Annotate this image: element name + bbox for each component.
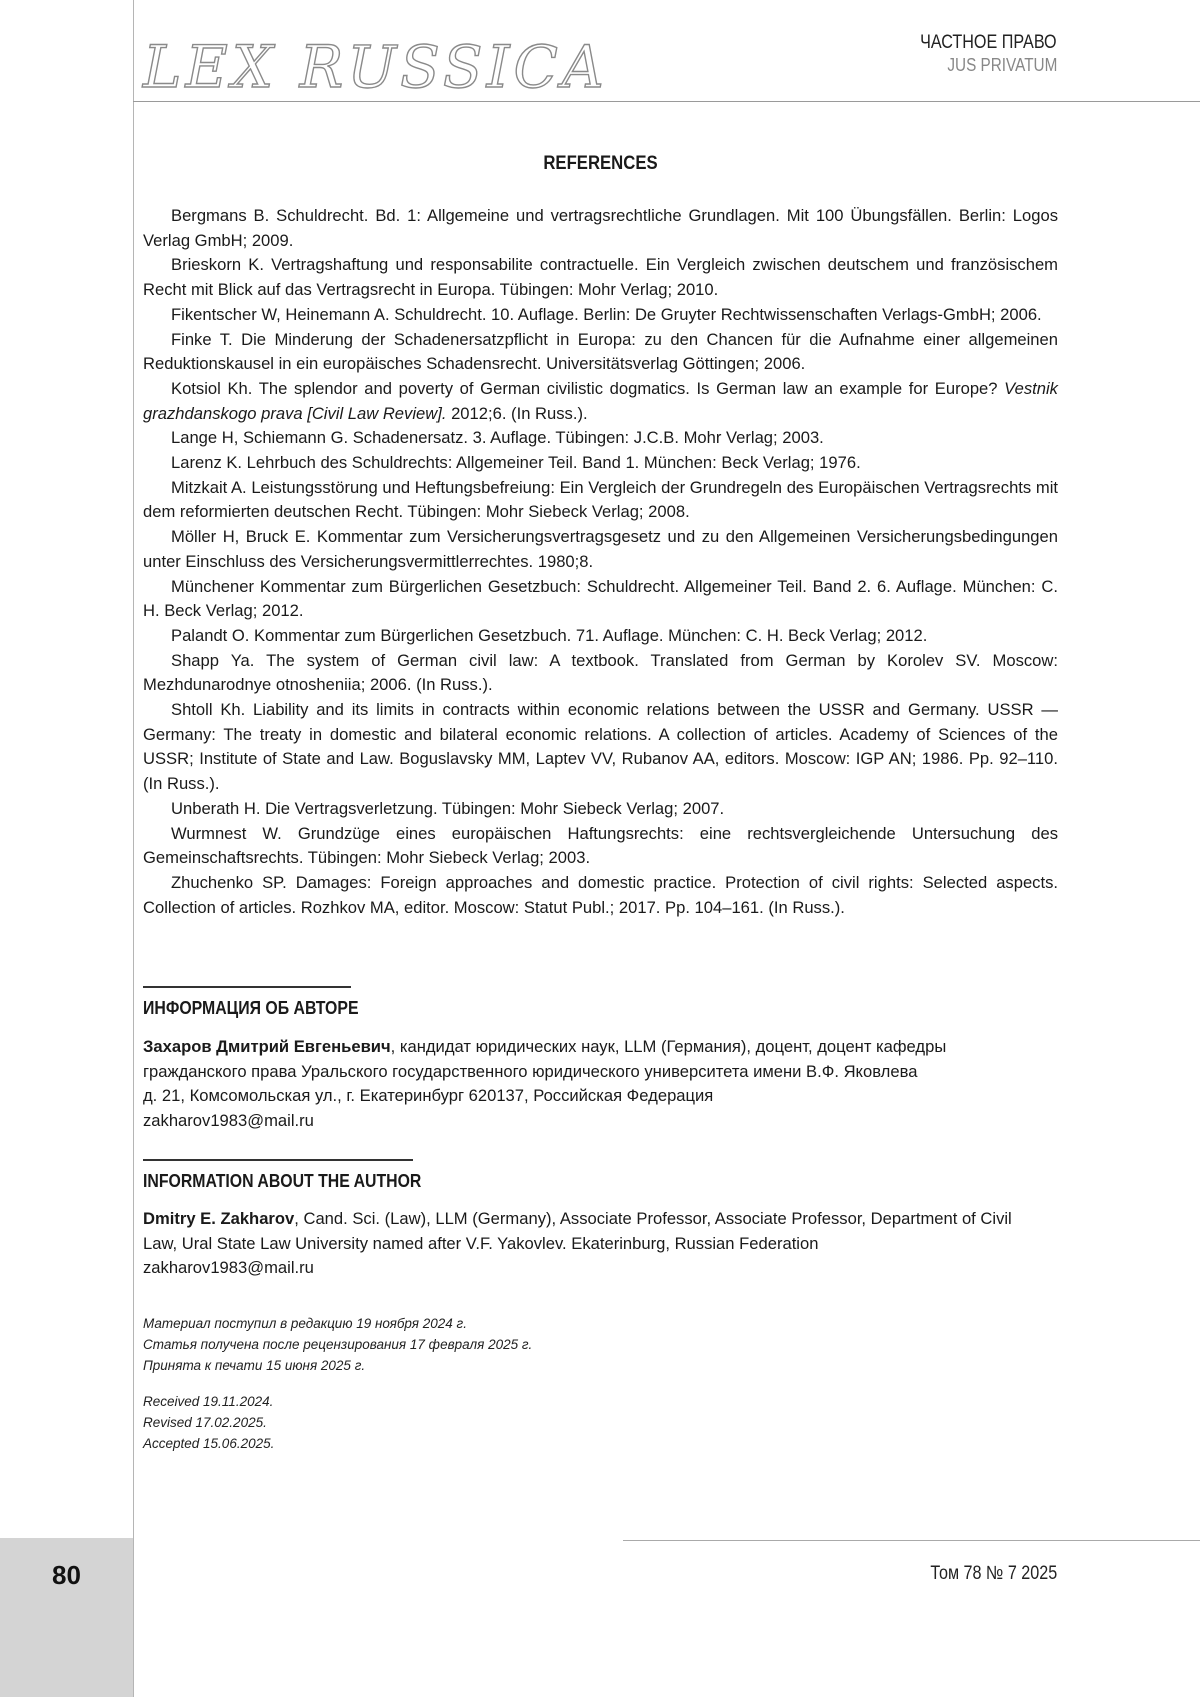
- reference-text: Kotsiol Kh. The splendor and poverty of German civilistic dogmatics. Is German law an example for Europe?: [171, 378, 998, 398]
- reference-item: Brieskorn K. Vertragshaftung und responsabilite contractuelle. Ein Vergleich zwischen deutschem und französischem Recht mit Blick auf das Vertragsrecht in Europa. Tübingen: Mohr Verlag; 2010.: [143, 255, 1058, 300]
- date-accepted-en: Accepted 15.06.2025.: [143, 1436, 275, 1451]
- dates-ru: [143, 1313, 532, 1376]
- references-list: [143, 204, 1058, 920]
- author-en-bio: [143, 1207, 1043, 1256]
- reference-item: Palandt O. Kommentar zum Bürgerlichen Gesetzbuch. 71. Auflage. München: C. H. Beck Verlag; 2012.: [171, 625, 928, 645]
- author-ru-name: Захаров Дмитрий Евгеньевич: [143, 1037, 391, 1056]
- date-revised-ru: Статья получена после рецензирования 17 февраля 2025 г.: [143, 1337, 533, 1352]
- reference-item: Shtoll Kh. Liability and its limits in contracts within economic relations between the USSR and Germany. USSR — Germany: The treaty in domestic and bilateral economic relations. A collection of articles. Academy of Sciences of the USSR; Institute of State and Law. Boguslavsky MM, Laptev VV, Rubanov AA, editors. Moscow: IGP AN; 1986. Pp. 92–110. (In Russ.).: [143, 700, 1058, 794]
- date-received-en: Received 19.11.2024.: [143, 1394, 274, 1409]
- references-title: REFERENCES: [543, 153, 658, 174]
- reference-item: Larenz K. Lehrbuch des Schuldrechts: Allgemeiner Teil. Band 1. München: Beck Verlag; 1976.: [171, 453, 861, 473]
- author-ru-heading: ИНФОРМАЦИЯ ОБ АВТОРЕ: [143, 998, 359, 1018]
- author-ru-details: , кандидат юридических наук, LLM (Германия), доцент, доцент кафедры гражданского права Уральского государственного юридического университета имени В.Ф. Яковлева: [143, 1037, 947, 1081]
- reference-item: Wurmnest W. Grundzüge eines europäischen Haftungsrechts: eine rechtsvergleichende Untersuchung des Gemeinschaftsrechts. Tübingen: Mohr Siebeck Verlag; 2003.: [143, 823, 1058, 868]
- date-revised-en: Revised 17.02.2025.: [143, 1415, 267, 1430]
- author-en-divider: [143, 1159, 413, 1161]
- volume-issue: Том 78 № 7 2025: [930, 1563, 1057, 1584]
- author-en-heading: INFORMATION ABOUT THE AUTHOR: [143, 1171, 422, 1191]
- reference-item: Fikentscher W, Heinemann A. Schuldrecht. 10. Auflage. Berlin: De Gruyter Rechtwissenschaften Verlags-GmbH; 2006.: [171, 304, 1042, 324]
- author-ru-email[interactable]: zakharov1983@mail.ru: [143, 1110, 314, 1130]
- author-en-info: [143, 1207, 1043, 1281]
- page-number: 80: [52, 1560, 81, 1590]
- author-ru-divider: [143, 986, 351, 988]
- left-margin-rule: [133, 0, 134, 1697]
- reference-item: Möller H, Bruck E. Kommentar zum Versicherungsvertragsgesetz und zu den Allgemeinen Versicherungsbedingungen unter Einschluss des Versicherungsvermittlerrechtes. 1980;8.: [143, 527, 1058, 571]
- date-received-ru: Материал поступил в редакцию 19 ноября 2024 г.: [143, 1316, 467, 1331]
- left-margin-band: [0, 0, 133, 1697]
- reference-text: 2012;6. (In Russ.).: [451, 403, 588, 423]
- author-ru-address: д. 21, Комсомольская ул., г. Екатеринбург 620137, Российская Федерация: [143, 1086, 714, 1105]
- section-title-ru: ЧАСТНОЕ ПРАВО: [920, 32, 1057, 53]
- reference-item: Mitzkait A. Leistungsstörung und Heftungsbefreiung: Ein Vergleich der Grundregeln des Europäischen Vertragsrechts mit dem reformierten deutschen Recht. Tübingen: Mohr Siebeck Verlag; 2008.: [143, 477, 1058, 522]
- author-ru-bio: [143, 1035, 1043, 1084]
- reference-item: Unberath H. Die Vertragsverletzung. Tübingen: Mohr Siebeck Verlag; 2007.: [171, 798, 725, 818]
- reference-item: Finke T. Die Minderung der Schadenersatzpflicht in Europa: zu den Chancen für die Aufnahme einer allgemeinen Reduktionskausel in ein europäisches Schadensrecht. Universitätsverlag Göttingen; 2006.: [143, 329, 1058, 374]
- author-en-details: , Cand. Sci. (Law), LLM (Germany), Associate Professor, Associate Professor, Department of Civil Law, Ural State Law University named after V.F. Yakovlev. Ekaterinburg, Russian Federation: [143, 1209, 1012, 1253]
- author-ru-info: [143, 1035, 1043, 1133]
- reference-item-kotsiol: [143, 377, 1058, 426]
- reference-item: Münchener Kommentar zum Bürgerlichen Gesetzbuch: Schuldrecht. Allgemeiner Teil. Band 2. 6. Auflage. München: C. H. Beck Verlag; 2012.: [143, 576, 1058, 621]
- date-accepted-ru: Принята к печати 15 июня 2025 г.: [143, 1358, 366, 1373]
- reference-item: Zhuchenko SP. Damages: Foreign approaches and domestic practice. Protection of civil rights: Selected aspects. Collection of articles. Rozhkov MA, editor. Moscow: Statut Publ.; 2017. Pp. 104–161. (In Russ.).: [143, 872, 1058, 917]
- reference-item: Shapp Ya. The system of German civil law: A textbook. Translated from German by Korolev SV. Moscow: Mezhdunarodnye otnosheniia; 2006. (In Russ.).: [143, 650, 1058, 695]
- journal-title: Vestnik grazhdanskogo prava [Civil Law Review].: [143, 378, 1058, 423]
- header-divider: [133, 101, 1200, 102]
- reference-item: Lange H, Schiemann G. Schadenersatz. 3. Auflage. Tübingen: J.C.B. Mohr Verlag; 2003.: [171, 428, 824, 448]
- author-en-name: Dmitry E. Zakharov: [143, 1209, 295, 1228]
- author-en-email[interactable]: zakharov1983@mail.ru: [143, 1258, 314, 1277]
- footer-divider: [623, 1540, 1200, 1541]
- journal-logo: LEX RUSSICA: [143, 33, 608, 101]
- reference-item: Bergmans B. Schuldrecht. Bd. 1: Allgemeine und vertragsrechtliche Grundlagen. Mit 100 Übungsfällen. Berlin: Logos Verlag GmbH; 2009.: [143, 206, 1058, 250]
- dates-en: [143, 1391, 274, 1454]
- section-title-lat: JUS PRIVATUM: [947, 55, 1057, 75]
